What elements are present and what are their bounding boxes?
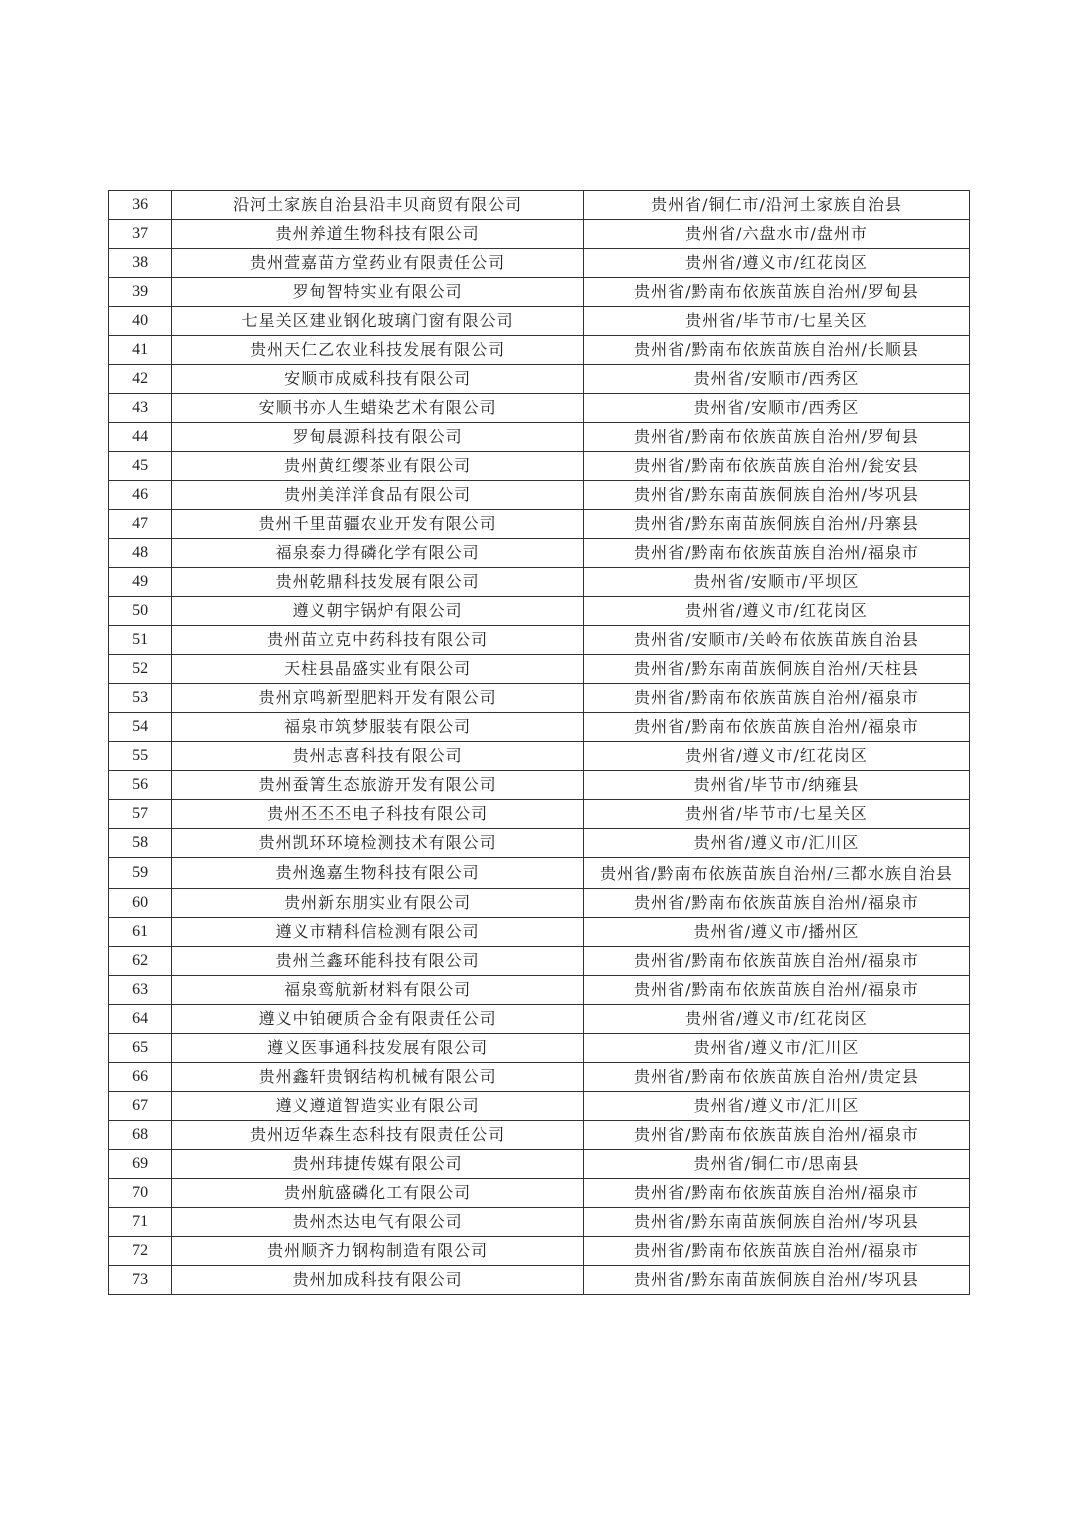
table-row: [109, 510, 970, 539]
company-name: 贵州苗立克中药科技有限公司: [172, 626, 584, 655]
company-name: 贵州加成科技有限公司: [172, 1266, 584, 1295]
row-number: 38: [109, 249, 172, 278]
company-region: 贵州省/遵义市/汇川区: [584, 1092, 970, 1121]
table-row: [109, 1237, 970, 1266]
company-name: 福泉泰力得磷化学有限公司: [172, 539, 584, 568]
company-region: 贵州省/黔东南苗族侗族自治州/天柱县: [584, 655, 970, 684]
table-row: [109, 220, 970, 249]
table-row: [109, 1063, 970, 1092]
company-region: 贵州省/黔南布依族苗族自治州/福泉市: [584, 684, 970, 713]
company-name: 遵义朝宇锅炉有限公司: [172, 597, 584, 626]
company-region: 贵州省/遵义市/红花岗区: [584, 742, 970, 771]
row-number: 71: [109, 1208, 172, 1237]
company-name: 贵州兰鑫环能科技有限公司: [172, 947, 584, 976]
table-row: [109, 394, 970, 423]
company-name: 贵州萱嘉苗方堂药业有限责任公司: [172, 249, 584, 278]
table-row: [109, 452, 970, 481]
row-number: 52: [109, 655, 172, 684]
row-number: 70: [109, 1179, 172, 1208]
row-number: 39: [109, 278, 172, 307]
table-row: [109, 1179, 970, 1208]
company-region: 贵州省/遵义市/红花岗区: [584, 597, 970, 626]
company-region: 贵州省/黔南布依族苗族自治州/长顺县: [584, 336, 970, 365]
company-name: 天柱县晶盛实业有限公司: [172, 655, 584, 684]
company-region: 贵州省/黔南布依族苗族自治州/福泉市: [584, 976, 970, 1005]
row-number: 69: [109, 1150, 172, 1179]
table-row: [109, 278, 970, 307]
table-row: [109, 976, 970, 1005]
row-number: 46: [109, 481, 172, 510]
company-region: 贵州省/黔东南苗族侗族自治州/岑巩县: [584, 481, 970, 510]
company-name: 贵州养道生物科技有限公司: [172, 220, 584, 249]
table-row: [109, 947, 970, 976]
table-row: [109, 1150, 970, 1179]
row-number: 37: [109, 220, 172, 249]
table-row: [109, 889, 970, 918]
company-region: 贵州省/铜仁市/思南县: [584, 1150, 970, 1179]
company-name: 遵义医事通科技发展有限公司: [172, 1034, 584, 1063]
company-region: 贵州省/安顺市/平坝区: [584, 568, 970, 597]
row-number: 58: [109, 829, 172, 858]
company-name: 贵州黄红缨茶业有限公司: [172, 452, 584, 481]
row-number: 42: [109, 365, 172, 394]
company-region: 贵州省/遵义市/汇川区: [584, 829, 970, 858]
company-name: 贵州新东朋实业有限公司: [172, 889, 584, 918]
company-name: 福泉市筑梦服装有限公司: [172, 713, 584, 742]
row-number: 68: [109, 1121, 172, 1150]
table-row: [109, 336, 970, 365]
row-number: 43: [109, 394, 172, 423]
table-row: [109, 365, 970, 394]
company-name: 七星关区建业钢化玻璃门窗有限公司: [172, 307, 584, 336]
table-row: [109, 655, 970, 684]
company-name: 贵州千里苗疆农业开发有限公司: [172, 510, 584, 539]
row-number: 50: [109, 597, 172, 626]
table-row: [109, 742, 970, 771]
table-row: [109, 858, 970, 889]
row-number: 41: [109, 336, 172, 365]
company-region: 贵州省/黔南布依族苗族自治州/罗甸县: [584, 278, 970, 307]
company-region: 贵州省/黔南布依族苗族自治州/福泉市: [584, 1179, 970, 1208]
table-row: [109, 684, 970, 713]
company-region: 贵州省/黔南布依族苗族自治州/福泉市: [584, 889, 970, 918]
company-region: 贵州省/安顺市/西秀区: [584, 394, 970, 423]
table-row: [109, 481, 970, 510]
company-name: 福泉鸾航新材料有限公司: [172, 976, 584, 1005]
row-number: 54: [109, 713, 172, 742]
company-region: 贵州省/黔南布依族苗族自治州/福泉市: [584, 539, 970, 568]
company-name: 贵州玮捷传媒有限公司: [172, 1150, 584, 1179]
company-name: 贵州美洋洋食品有限公司: [172, 481, 584, 510]
row-number: 55: [109, 742, 172, 771]
row-number: 47: [109, 510, 172, 539]
row-number: 61: [109, 918, 172, 947]
company-region: 贵州省/黔东南苗族侗族自治州/岑巩县: [584, 1208, 970, 1237]
company-name: 罗甸智特实业有限公司: [172, 278, 584, 307]
company-name: 贵州京鸣新型肥料开发有限公司: [172, 684, 584, 713]
company-region: 贵州省/安顺市/关岭布依族苗族自治县: [584, 626, 970, 655]
row-number: 48: [109, 539, 172, 568]
company-region: 贵州省/遵义市/汇川区: [584, 1034, 970, 1063]
company-region: 贵州省/黔南布依族苗族自治州/福泉市: [584, 947, 970, 976]
row-number: 44: [109, 423, 172, 452]
row-number: 65: [109, 1034, 172, 1063]
row-number: 51: [109, 626, 172, 655]
company-region: 贵州省/毕节市/七星关区: [584, 307, 970, 336]
company-name: 罗甸晨源科技有限公司: [172, 423, 584, 452]
table-row: [109, 771, 970, 800]
row-number: 73: [109, 1266, 172, 1295]
table-row: [109, 1266, 970, 1295]
company-region: 贵州省/黔南布依族苗族自治州/福泉市: [584, 1121, 970, 1150]
company-name: 贵州顺齐力钢构制造有限公司: [172, 1237, 584, 1266]
company-name: 贵州丕丕丕电子科技有限公司: [172, 800, 584, 829]
table-row: [109, 1005, 970, 1034]
company-region: 贵州省/黔南布依族苗族自治州/三都水族自治县: [584, 858, 970, 889]
table-row: [109, 713, 970, 742]
row-number: 40: [109, 307, 172, 336]
company-name: 遵义中铂硬质合金有限责任公司: [172, 1005, 584, 1034]
row-number: 72: [109, 1237, 172, 1266]
row-number: 59: [109, 858, 172, 889]
table-row: [109, 1092, 970, 1121]
row-number: 45: [109, 452, 172, 481]
table-row: [109, 307, 970, 336]
table-row: [109, 1121, 970, 1150]
company-name: 贵州乾鼎科技发展有限公司: [172, 568, 584, 597]
table-row: [109, 1208, 970, 1237]
company-region: 贵州省/黔南布依族苗族自治州/福泉市: [584, 713, 970, 742]
company-name: 贵州志喜科技有限公司: [172, 742, 584, 771]
company-region: 贵州省/黔东南苗族侗族自治州/岑巩县: [584, 1266, 970, 1295]
table-row: [109, 191, 970, 220]
company-name: 遵义市精科信检测有限公司: [172, 918, 584, 947]
company-name: 贵州杰达电气有限公司: [172, 1208, 584, 1237]
company-region: 贵州省/安顺市/西秀区: [584, 365, 970, 394]
table-row: [109, 829, 970, 858]
company-name: 安顺市成威科技有限公司: [172, 365, 584, 394]
row-number: 53: [109, 684, 172, 713]
company-name: 贵州蚕箐生态旅游开发有限公司: [172, 771, 584, 800]
table-row: [109, 918, 970, 947]
company-region: 贵州省/黔南布依族苗族自治州/瓮安县: [584, 452, 970, 481]
company-list-table: [108, 190, 970, 1295]
row-number: 60: [109, 889, 172, 918]
row-number: 66: [109, 1063, 172, 1092]
row-number: 62: [109, 947, 172, 976]
company-name: 贵州迈华森生态科技有限责任公司: [172, 1121, 584, 1150]
company-name: 沿河土家族自治县沿丰贝商贸有限公司: [172, 191, 584, 220]
company-name: 贵州航盛磷化工有限公司: [172, 1179, 584, 1208]
company-region: 贵州省/六盘水市/盘州市: [584, 220, 970, 249]
company-region: 贵州省/遵义市/播州区: [584, 918, 970, 947]
table-row: [109, 800, 970, 829]
company-list-body: [109, 191, 970, 1295]
company-region: 贵州省/黔南布依族苗族自治州/罗甸县: [584, 423, 970, 452]
company-name: 贵州天仁乙农业科技发展有限公司: [172, 336, 584, 365]
company-name: 遵义遵道智造实业有限公司: [172, 1092, 584, 1121]
table-row: [109, 1034, 970, 1063]
table-row: [109, 249, 970, 278]
table-row: [109, 539, 970, 568]
company-name: 贵州逸嘉生物科技有限公司: [172, 858, 584, 889]
company-name: 安顺书亦人生蜡染艺术有限公司: [172, 394, 584, 423]
company-region: 贵州省/毕节市/纳雍县: [584, 771, 970, 800]
row-number: 64: [109, 1005, 172, 1034]
company-region: 贵州省/遵义市/红花岗区: [584, 1005, 970, 1034]
company-region: 贵州省/黔南布依族苗族自治州/贵定县: [584, 1063, 970, 1092]
table-row: [109, 626, 970, 655]
row-number: 67: [109, 1092, 172, 1121]
company-name: 贵州凯环环境检测技术有限公司: [172, 829, 584, 858]
company-region: 贵州省/黔东南苗族侗族自治州/丹寨县: [584, 510, 970, 539]
row-number: 57: [109, 800, 172, 829]
table-row: [109, 597, 970, 626]
company-region: 贵州省/黔南布依族苗族自治州/福泉市: [584, 1237, 970, 1266]
company-region: 贵州省/铜仁市/沿河土家族自治县: [584, 191, 970, 220]
company-region: 贵州省/毕节市/七星关区: [584, 800, 970, 829]
company-name: 贵州鑫轩贵钢结构机械有限公司: [172, 1063, 584, 1092]
row-number: 49: [109, 568, 172, 597]
table-row: [109, 568, 970, 597]
row-number: 36: [109, 191, 172, 220]
company-region: 贵州省/遵义市/红花岗区: [584, 249, 970, 278]
row-number: 63: [109, 976, 172, 1005]
row-number: 56: [109, 771, 172, 800]
table-row: [109, 423, 970, 452]
